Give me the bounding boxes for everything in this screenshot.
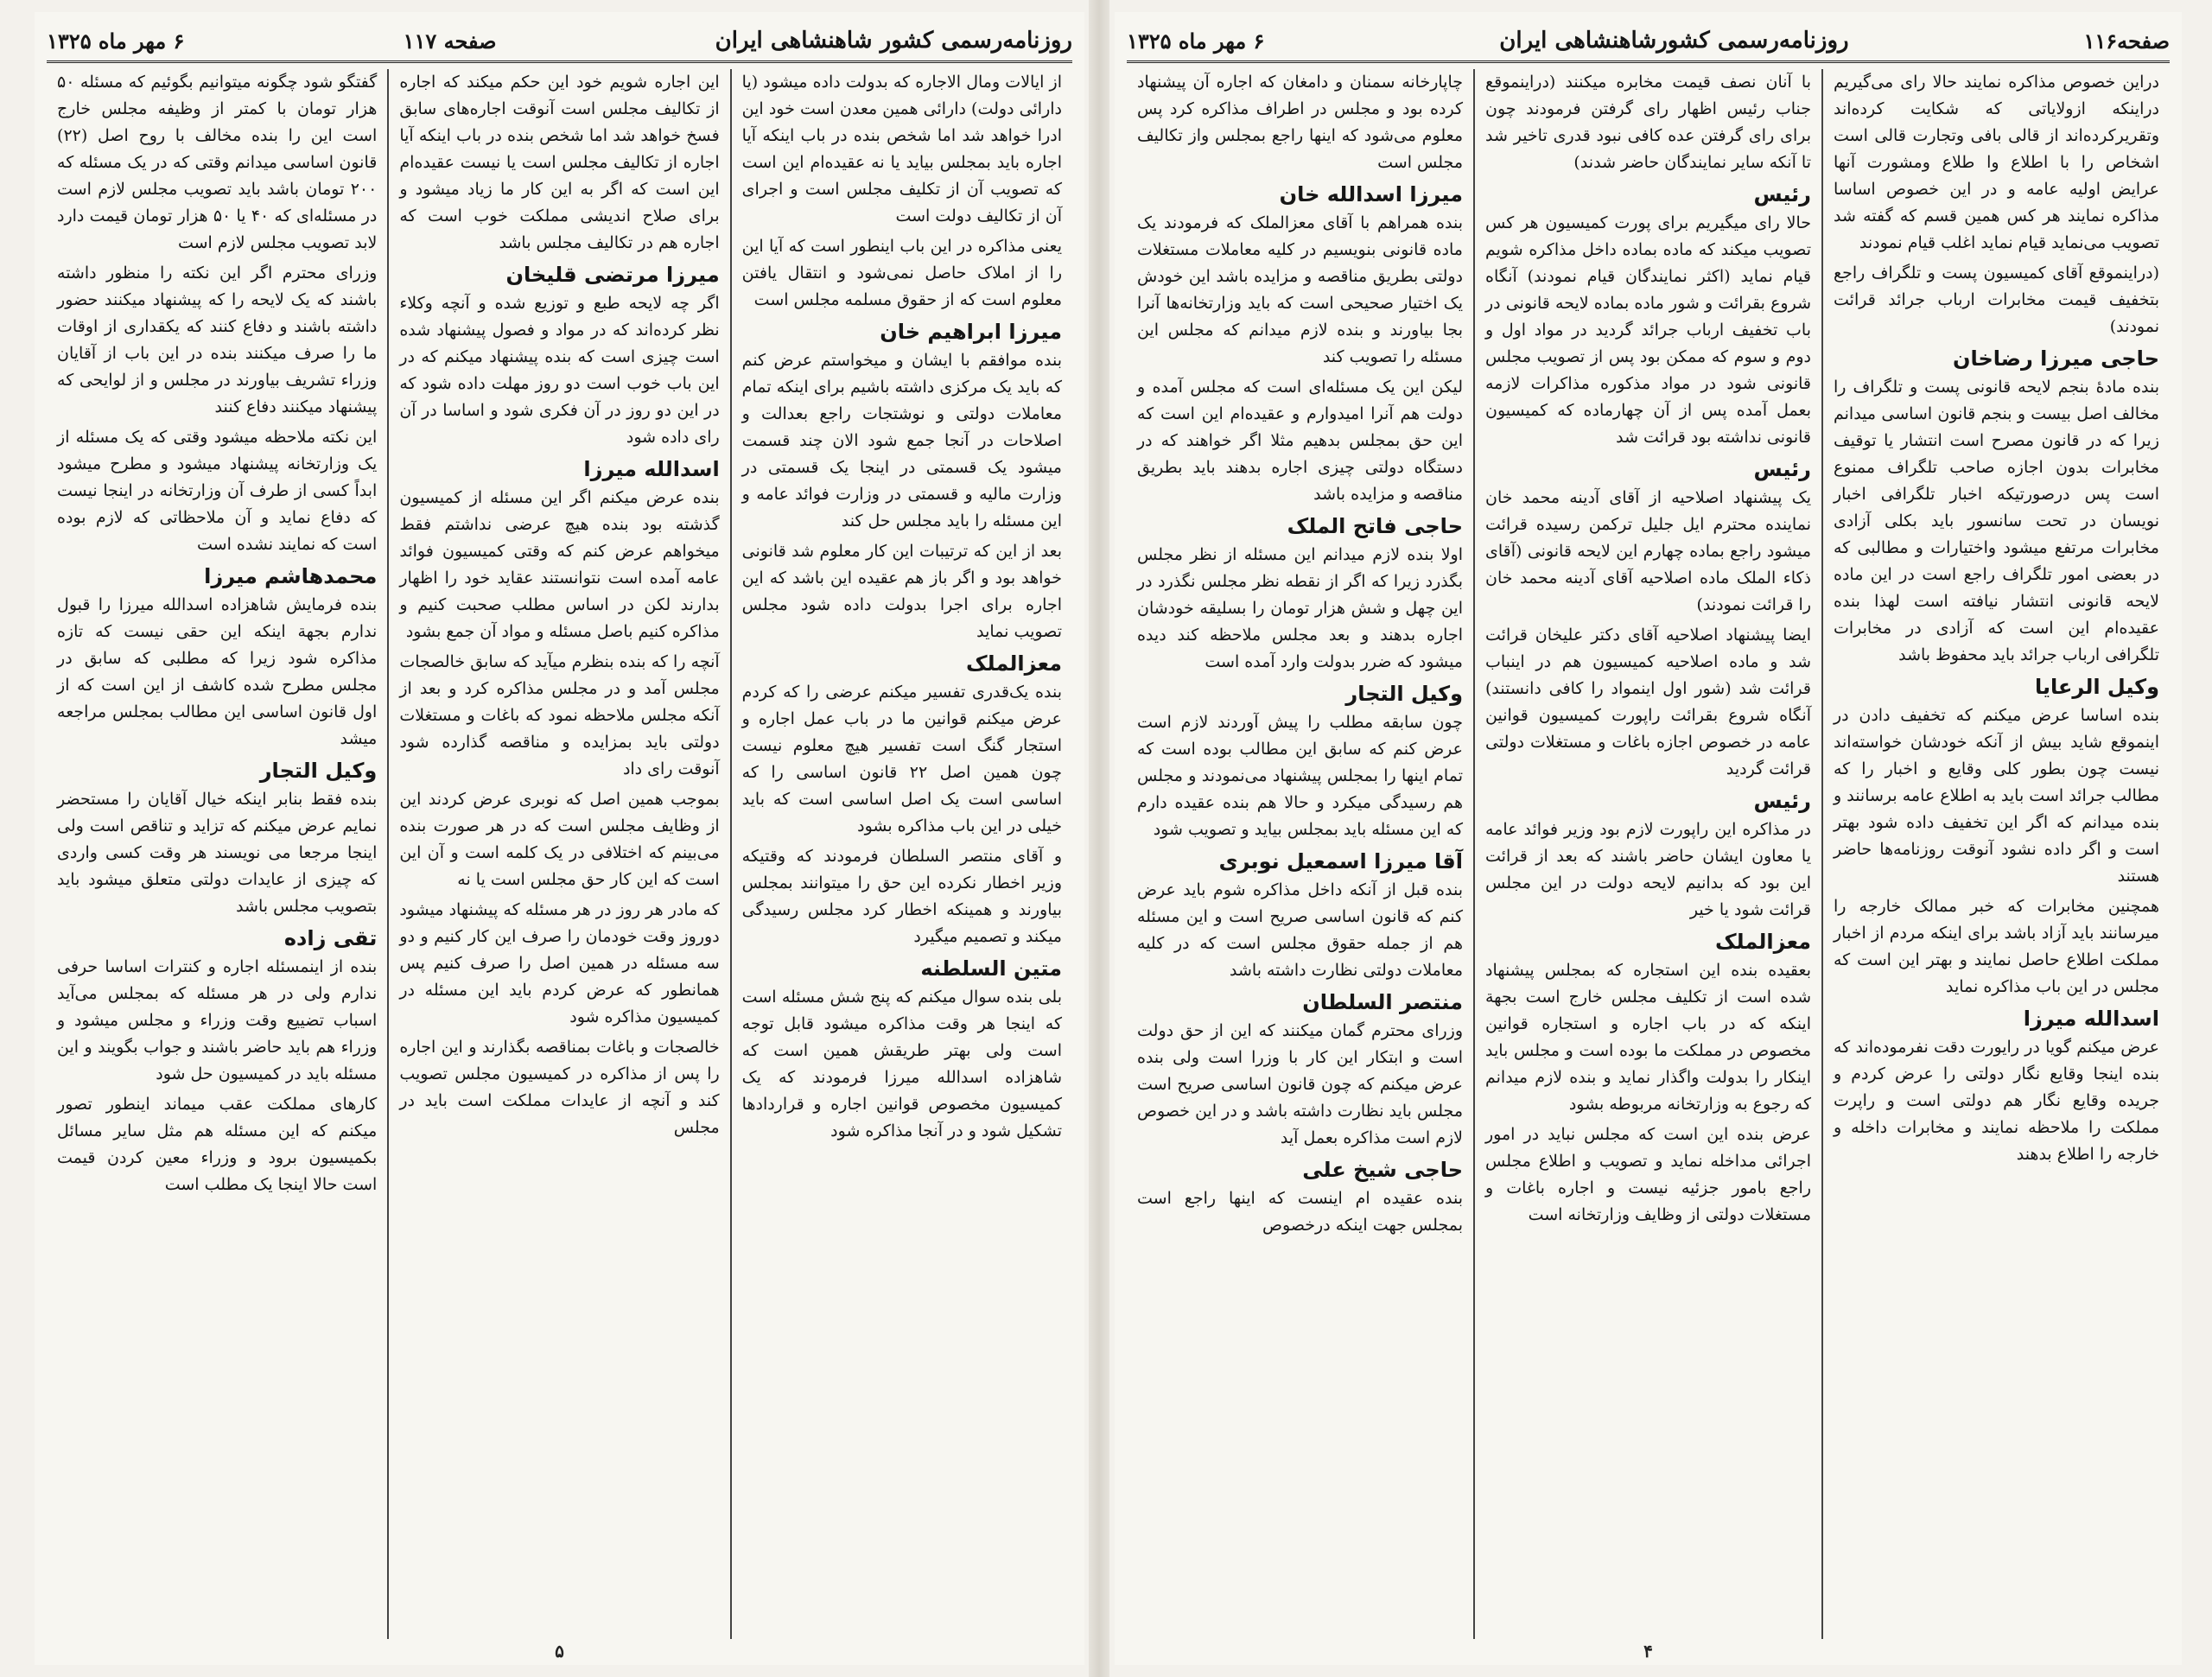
text-column [47,69,387,1639]
paragraph: خالصجات و باغات بمناقصه بگذارند و این اجاره را پس از مذاکره در کمیسیون مجلس تصویب کند و آنچه از عایدات مملکت است باید در مجلس [399,1038,720,1137]
paragraph: بعد از این که ترتیبات این کار معلوم شد قانونی خواهد بود و اگر باز هم عقیده این باشد که این اجاره برای اجرا بدولت داده شود مجلس تصویب نماید [741,542,1062,641]
speaker-name: حاجی فاتح الملک [1287,514,1463,538]
speaker-name: میرزا ابراهیم خان [880,320,1062,344]
paragraph: این نکته ملاحظه میشود وقتی که یک مسئله از یک وزارتخانه پیشنهاد میشود و مطرح میشود ابداً کسی از طرف آن وزارتخانه در اینجا نیست که دفاع نماید و آن ملاحظاتی که لازم بوده است که نمایند نشده است [57,428,378,554]
paragraph: بنده موافقم با ایشان و میخواستم عرض کنم که باید یک مرکزی داشته باشیم برای اینکه تمام معاملات دولتی و نوشتجات راجع بعدالت و اصلاحات در آنجا جمع شود الان چند قسمت میشود یک قسمتی در اینجا یک قسمتی در وزارت مالیه و قسمتی در وزارت فوائد عامه و این مسئله را باید مجلس حل کند [741,351,1062,530]
speaker-name: متین السلطنه [920,956,1062,981]
paragraph: بنده از اینمسئله اجاره و کنترات اساسا حرفی ندارم ولی در هر مسئله که بمجلس می‌آید اسباب تضییع وقت وزراء و مجلس میشود و وزراء هم باید حاضر باشند و جواب بگویند و این مسئله باید در کمیسیون حل شود [57,957,378,1083]
paragraph: بعقیده بنده این استجاره که بمجلس پیشنهاد شده است از تکلیف مجلس خارج است بجهة اینکه که در باب اجاره و استجاره قوانین مخصوص در مملکت ما بوده است و مجلس باید اینکار را بدولت واگذار نماید و بنده لازم میدانم که رجوع به وزارتخانه مربوطه بشود [1485,961,1811,1114]
speaker-name: منتصر السلطان [1302,990,1463,1014]
paragraph: و آقای منتصر السلطان فرمودند که وقتیکه وزیر اخطار نکرده این حق را میتوانند بمجلس بیاورند و همینکه اخطار کرد مجلس رسیدگی میکند و تصمیم میگیرد [741,847,1062,946]
left-page-columns [47,69,1072,1639]
paragraph: (دراینموقع آقای کمیسیون پست و تلگراف راجع بتخفیف قیمت مخابرات ارباب جرائد قرائت نمودند) [1834,264,2159,336]
paragraph: همچنین مخابرات که خبر ممالک خارجه را میرسانند باید آزاد باشد برای اینکه مردم از اخبار مملکت اطلاع حاصل نمایند و بهتر این است که مجلس در این باب مذاکره نماید [1834,897,2159,996]
right-page [1115,12,2182,1665]
paragraph: بنده عقیده ام اینست که اینها راجع است بمجلس جهت اینکه درخصوص [1137,1189,1463,1235]
right-page-columns [1127,69,2170,1639]
speaker-name: وکیل التجار [259,759,378,783]
paragraph: در مذاکره این راپورت لازم بود وزیر فوائد عامه یا معاون ایشان حاضر باشند که بعد از قرائت این بود که بدانیم لایحه دولت در این مجلس قرائت شود یا خیر [1485,820,1811,919]
paragraph: یعنی مذاکره در این باب اینطور است که آیا این را از املاک حاصل نمی‌شود و انتقال یافتن معلوم است که از حقوق مسلمه مجلس است [741,237,1062,309]
paragraph: با آنان نصف قیمت مخابره میکنند (دراینموقع جناب رئیس اظهار رای گرفتن فرمودند چون برای رای گرفتن عده کافی نبود قدری تاخیر شد تا آنکه سایر نمایندگان حاضر شدند) [1485,73,1811,172]
paragraph: بموجب همین اصل که نوبری عرض کردند این از وظایف مجلس است که در هر صورت بنده می‌بینم که اختلافی در یک کلمه است و آن این است که این کار حق مجلس است یا نه [399,790,720,889]
paragraph: یک پیشنهاد اصلاحیه از آقای آدینه محمد خان نماینده محترم ایل جلیل ترکمن رسیده قرائت میشود راجع بماده چهارم این لایحه قانونی (آقای ذکاء الملک ماده اصلاحیه آقای آدینه محمد خان را قرائت نمودند) [1485,488,1811,614]
paragraph: چاپارخانه سمنان و دامغان که اجاره آن پیشنهاد کرده بود و مجلس در اطراف مذاکره کرد پس معلوم می‌شود که اینها راجع بمجلس واز تکالیف مجلس است [1137,73,1463,172]
speaker-name: اسدالله میرزا [2023,1007,2159,1031]
text-column [1127,69,1473,1639]
paragraph: بنده فرمایش شاهزاده اسدالله میرزا را قبول ندارم بجهة اینکه این حقی نیست که تازه مذاکره شود زیرا که مطلبی که سابق در مجلس مطرح شده کاشف از این است که از اول قانون اساسی این مطالب بمجلس مراجعه میشد [57,595,378,748]
speaker-name: اسدالله میرزا [583,457,720,481]
text-column [387,69,729,1639]
paragraph: اگر چه لایحه طبع و توزیع شده و آنچه وکلاء نظر کرده‌اند که در مواد و فصول پیشنهاد شده است چیزی است که بنده پیشنهاد میکنم که در این باب خوب است دو روز مهلت داده شود که در این دو روز در آن فکری شود و اساسا در آن رای داده شود [399,294,720,447]
paragraph: آنچه را که بنده بنظرم میآید که سابق خالصجات مجلس آمد و در مجلس مذاکره کرد و بعد از آنکه مجلس ملاحظه نمود که باغات و مستغلات دولتی باید بمزایده و مناقصه گذارده شود آنوقت رای داد [399,652,720,778]
speaker-name: معزالملک [1714,930,1811,954]
paragraph: این اجاره شویم خود این حکم میکند که اجاره از تکالیف مجلس است آنوقت اجاره‌های سابق فسخ خواهد شد اما شخص بنده در باب اینکه آیا اجاره از تکالیف مجلس است یا نیست عقیده‌ام این است که اگر به این کار ما زیاد میشود و برای صلاح اندیشی مملکت خوب است که اجاره هم در تکالیف مجلس باشد [399,73,720,252]
paragraph: بلی بنده سوال میکنم که پنج شش مسئله است که اینجا هر وقت مذاکره میشود قابل توجه است ولی بهتر طریقش همین است که شاهزاده اسدالله میرزا فرمودند که یک کمیسیون مخصوص قوانین اجاره و قراردادها تشکیل شود و در آنجا مذاکره شود [741,988,1062,1140]
paragraph: که مادر هر روز در هر مسئله که پیشنهاد میشود دوروز وقت خودمان را صرف این کار کنیم و دو سه مسئله در همین اصل را صرف کنیم پس همانطور که عرض کردم باید این مسئله در کمیسیون مذاکره شود [399,900,720,1026]
speaker-name: حاجی میرزا رضاخان [1952,346,2159,371]
speaker-name: رئیس [1753,789,1811,813]
speaker-name: حاجی شیخ علی [1302,1158,1463,1182]
paragraph: بنده اساسا عرض میکنم که تخفیف دادن در اینموقع شاید بیش از آنکه خودشان خواسته‌اند نیست چون بطور کلی وقایع و اخبار را که مطالب جرائد است باید به اطلاع عامه برسانند و بنده میدانم که اگر این تخفیف داده شود بهتر است و اگر داده نشود آنوقت روزنامه‌ها حاضر هستند [1834,706,2159,886]
speaker-name: محمدهاشم میرزا [204,564,378,588]
text-column [1473,69,1821,1639]
left-header-date: ۶ مهر ماه ۱۳۲۵ [47,28,185,54]
speaker-name: معزالملک [965,651,1062,676]
speaker-name: تقی زاده [283,926,378,950]
left-folio: ۵ [555,1641,564,1661]
paragraph: از ایالات ومال الاجاره که بدولت داده میشود (یا دارائی دولت) دارائی همین معدن است خود این ادرا خواهد شد اما شخص بنده در باب اینکه آیا اجاره باید بمجلس بیاید یا نه عقیده‌ام این است که تصویب آن از تکلیف مجلس است و اجرای آن از تکالیف دولت است [741,73,1062,226]
paragraph: عرض میکنم گویا در رایورت دقت نفرموده‌اند که بنده اینجا وقایع نگار دولتی را عرض کردم و جریده وقایع نگار هم دولتی است و راپرت مملکت را ملاحظه نمایند و مخابرات داخله و خارجه را اطلاع بدهند [1834,1038,2159,1164]
paragraph: گفتگو شود چگونه میتوانیم بگوئیم که مسئله ۵۰ هزار تومان با کمتر از وظیفه مجلس خارج است این را بنده مخالف با روح اصل (۲۲) قانون اساسی میدانم وقتی که در یک مسئله که ۲۰۰ تومان باشد باید تصویب مجلس لازم است در مسئله‌ای که ۴۰ یا ۵۰ هزار تومان قیمت دارد لابد تصویب مجلس لازم است [57,73,378,252]
speaker-name: رئیس [1753,457,1811,481]
left-page [35,12,1084,1665]
paragraph: اولا بنده لازم میدانم این مسئله از نظر مجلس بگذرد زیرا که اگر از نقطه نظر مجلس نگذرد در این چهل و شش هزار تومان را بسلیقه خودشان اجاره بدهند و بعد مجلس ملاحظه کند دیده میشود که ضرر بدولت وارد آمده است [1137,545,1463,671]
paragraph: چون سابقه مطلب را پیش آوردند لازم است عرض کنم که سابق این مطالب بوده است که تمام اینها را بمجلس پیشنهاد می‌نمودند و مجلس هم رسیدگی میکرد و حالا هم بنده عقیده دارم که این مسئله باید بمجلس بیاید و تصویب شود [1137,713,1463,839]
book-gutter [1089,0,1109,1677]
paragraph: عرض بنده این است که مجلس نباید در امور اجرائی مداخله نماید و تصویب و اطلاع مجلس راجع بامور جزئیه نیست و اجاره باغات و مستغلات دولتی از وظایف وزارتخانه است [1485,1125,1811,1224]
left-header-title: روزنامه‌رسمی کشور شاهنشاهی ایران [715,28,1072,54]
paragraph: بنده فقط بنابر اینکه خیال آقایان را مستحضر نمایم عرض میکنم که تزاید و تناقص است ولی اینجا مرجعا می نویسند هر وقت کسی واردی که چیزی از عایدات دولتی متعلق میشود باید بتصویب مجلس باشد [57,790,378,916]
paragraph: وزرای محترم گمان میکنند که این از حق دولت است و ابتکار این کار با وزرا است ولی بنده عرض میکنم که چون قانون اساسی صریح است مجلس باید نظارت داشته باشد و در این خصوص لازم است مذاکره بعمل آید [1137,1021,1463,1147]
paragraph: بنده همراهم با آقای معزالملک که فرمودند یک ماده قانونی بنویسیم در کلیه معاملات مستغلات دولتی بطریق مناقصه و مزایده باشد این خودش یک اختیار صحیحی است که باید وزارتخانه‌ها آنرا بجا بیاورند و بنده لازم میدانم که مجلس این مسئله را تصویب کند [1137,213,1463,366]
right-header-title: روزنامه‌رسمی کشورشاهنشاهی ایران [1499,28,1849,54]
paragraph: لیکن این یک مسئله‌ای است که مجلس آمده و دولت هم آنرا امیدوارم و عقیده‌ام این است که این حق بمجلس بدهیم مثلا اگر خواهند که در دستگاه دولتی چیزی اجاره بدهند باید بطریق مناقصه و مزایده باشد [1137,378,1463,504]
right-header-date: ۶ مهر ماه ۱۳۲۵ [1127,28,1265,54]
paragraph: حالا رای میگیریم برای پورت کمیسیون هر کس تصویب میکند که ماده بماده داخل مذاکره شویم قیام نماید (اکثر نمایندگان قیام نمودند) آنگاه شروع بقرائت و شور ماده بماده لایحه قانونی در باب تخفیف ارباب جرائد گردید در مواد اول و دوم و سوم که ممکن بود پس از تصویب مجلس قانونی شود در مواد مذکوره مذاکرات لازمه بعمل آمده پس از آن چهارماده که کمیسیون قانونی نداشته بود قرائت شد [1485,213,1811,447]
speaker-name: آقا میرزا اسمعیل نوبری [1218,849,1463,873]
paragraph: بنده قبل از آنکه داخل مذاکره شوم باید عرض کنم که قانون اساسی صریح است و این مسئله هم از جمله حقوق مجلس است که در کلیه معاملات دولتی نظارت داشته باشد [1137,880,1463,980]
speaker-name: وکیل التجار [1345,682,1463,706]
text-column [1821,69,2170,1639]
right-running-header [1127,21,2170,63]
paragraph: ایضا پیشنهاد اصلاحیه آقای دکتر علیخان قرائت شد و ماده اصلاحیه کمیسیون هم در اینباب قرائت شد (شور اول اینمواد را کافی دانستند) آنگاه شروع بقرائت راپورت کمیسیون قوانین عامه در خصوص اجازه باغات و مستغلات دولتی قرائت گردید [1485,626,1811,778]
speaker-name: میرزا مرتضی قلیخان [505,263,720,287]
speaker-name: میرزا اسدالله خان [1279,182,1463,206]
paragraph: بنده یک‌قدری تفسیر میکنم عرضی را که کردم عرض میکنم قوانین ما در باب عمل اجاره و استجار گنگ است تفسیر هیچ معلوم نیست چون همین اصل ۲۲ قانون اساسی را که اساسی است یک اصل اساسی است که باید خیلی در این باب مذاکره بشود [741,683,1062,835]
left-running-header [47,21,1072,63]
speaker-name: وکیل الرعایا [2034,675,2159,699]
right-folio: ۴ [1643,1641,1653,1661]
paragraph: کارهای مملکت عقب میماند اینطور تصور میکنم که این مسئله هم مثل سایر مسائل بکمیسیون برود و وزراء معین کردن قیمت است حالا اینجا یک مطلب است [57,1095,378,1194]
paragraph: بنده مادهٔ بنجم لایحه قانونی پست و تلگراف را مخالف اصل بیست و بنجم قانون اساسی میدانم زیرا که در قانون مصرح است انتشار یا توقیف مخابرات بدون اجازه صاحب تلگراف ممنوع است پس درصورتیکه اخبار تلگرافی اخبار نویسان در تحت سانسور باید بکلی آزادی مخابرات مرتفع میشود واختیارات و مطالبی که در بعضی امور تلگراف راجع است در این ماده لایحه قانونی انتشار نیافته است لهذا بنده عقیده‌ام این است که آزادی در مخابرات تلگرافی ارباب جرائد باید محفوظ باشد [1834,378,2159,664]
right-header-page-number: صفحه۱۱۶ [2083,28,2170,54]
text-column [730,69,1072,1639]
paragraph: بنده عرض میکنم اگر این مسئله از کمیسیون گذشته بود بنده هیچ عرضی نداشتم فقط میخواهم عرض کنم که وقتی کمیسیون فوائد عامه آمده است نتوانستند عقاید خود را اظهار بدارند لکن در اساس مطلب صحبت کنیم و مذاکره کنیم باصل مسئله و مواد آن جمع بشود [399,488,720,641]
paragraph: دراین خصوص مذاکره نمایند حالا رای می‌گیریم دراینکه ازولایاتی که شکایت کرده‌اند وتقریرکرده‌اند از قالی بافی وتجارت قالی است اشخاص را با اطلاع وا طلاع ومشورت آنها عرایض اولیه عامه و در این خصوص اساسا مذاکره نمایند هر کس همین قسم که گفته شد تصویب می‌نماید قیام نماید اغلب قیام نمودند [1834,73,2159,252]
paragraph: وزرای محترم اگر این نکته را منظور داشته باشند که یک لایحه را که پیشنهاد میکنند حضور داشته باشند و دفاع کنند که یکقداری از اوقات ما را صرف میکنند بنده در این باب از آقایان وزراء تشریف بیاورند در مجلس و از لوایحی که پیشنهاد میکنند دفاع کنند [57,264,378,416]
left-header-page-number: صفحه ۱۱۷ [403,28,497,54]
speaker-name: رئیس [1753,182,1811,206]
